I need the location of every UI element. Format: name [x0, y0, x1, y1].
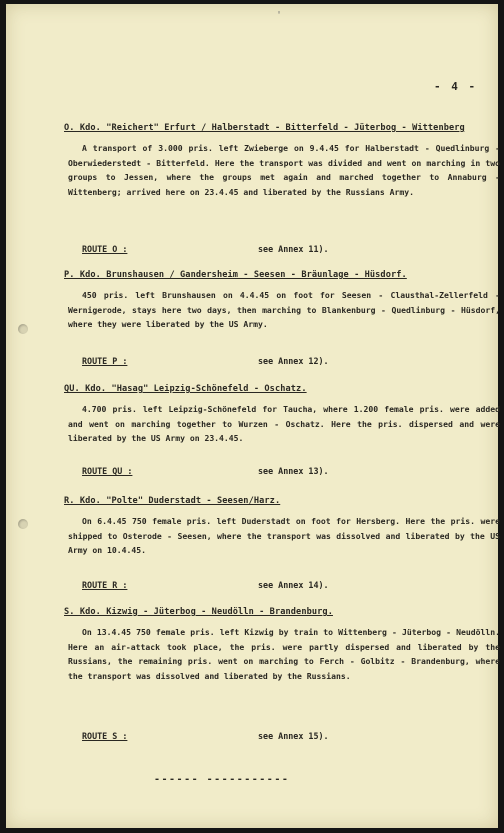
section-text: On 13.4.45 750 female pris. left Kizwig by train to Wittenberg - Jüterbog - Neudölln. Here an air-attack took place, the pris. were partly dispersed and liberated by the Russians, the remaining pris. went on marching to Ferch - Golbitz - Brandenburg, where the transport was dissolved and liberated by the Russians. [68, 627, 500, 681]
section-heading: P. Kdo. Brunshausen / Gandersheim - Seesen - Bräunlage - Hüsdorf. [64, 270, 407, 280]
annex-reference: see Annex 15). [258, 731, 329, 741]
section-heading: S. Kdo. Kizwig - Jüterbog - Neudölln - Brandenburg. [64, 607, 333, 617]
annex-reference: see Annex 11). [258, 244, 329, 254]
punch-hole [18, 519, 28, 529]
document-page [6, 4, 498, 828]
page-number: - 4 - [434, 80, 478, 93]
end-rule: ------ ----------- [154, 774, 290, 785]
section-text: A transport of 3.000 pris. left Zwieberge on 9.4.45 for Halberstadt - Quedlinburg - Oberwiederstedt - Bitterfeld. Here the transport was divided and went on marching in two groups to Jessen, where the groups met again and marched together to Annaburg - Wittenberg; arrived here on 23.4.45 and liberated by the Russians Army. [68, 143, 500, 197]
route-label: ROUTE O : [82, 244, 128, 254]
annex-reference: see Annex 13). [258, 466, 329, 476]
route-label: ROUTE S : [82, 731, 128, 741]
route-label: ROUTE QU : [82, 466, 133, 476]
section-text: On 6.4.45 750 female pris. left Duderstadt on foot for Hersberg. Here the pris. were shipped to Osterode - Seesen, where the transport was dissolved and liberated by the US Army on 10.4.45. [68, 516, 500, 556]
annex-reference: see Annex 14). [258, 580, 329, 590]
section-text: 450 pris. left Brunshausen on 4.4.45 on foot for Seesen - Clausthal-Zellerfeld - Wernigerode, stays here two days, then marching to Blankenburg - Quedlinburg - Hüsdorf, where they were liberated by the US Army. [68, 290, 500, 330]
fold-mark: ' [276, 10, 283, 21]
section-heading: QU. Kdo. "Hasag" Leipzig-Schönefeld - Oschatz. [64, 384, 307, 394]
route-label: ROUTE R : [82, 580, 128, 590]
annex-reference: see Annex 12). [258, 356, 329, 366]
route-label: ROUTE P : [82, 356, 128, 366]
section-heading: R. Kdo. "Polte" Duderstadt - Seesen/Harz. [64, 496, 281, 506]
section-text: 4.700 pris. left Leipzig-Schönefeld for Taucha, where 1.200 female pris. were added and went on marching together to Wurzen - Oschatz. Here the pris. dispersed and were liberated by the US Army on 23.4.45. [68, 404, 500, 444]
punch-hole [18, 324, 28, 334]
section-heading: O. Kdo. "Reichert" Erfurt / Halberstadt - Bitterfeld - Jüterbog - Wittenberg [64, 123, 465, 133]
